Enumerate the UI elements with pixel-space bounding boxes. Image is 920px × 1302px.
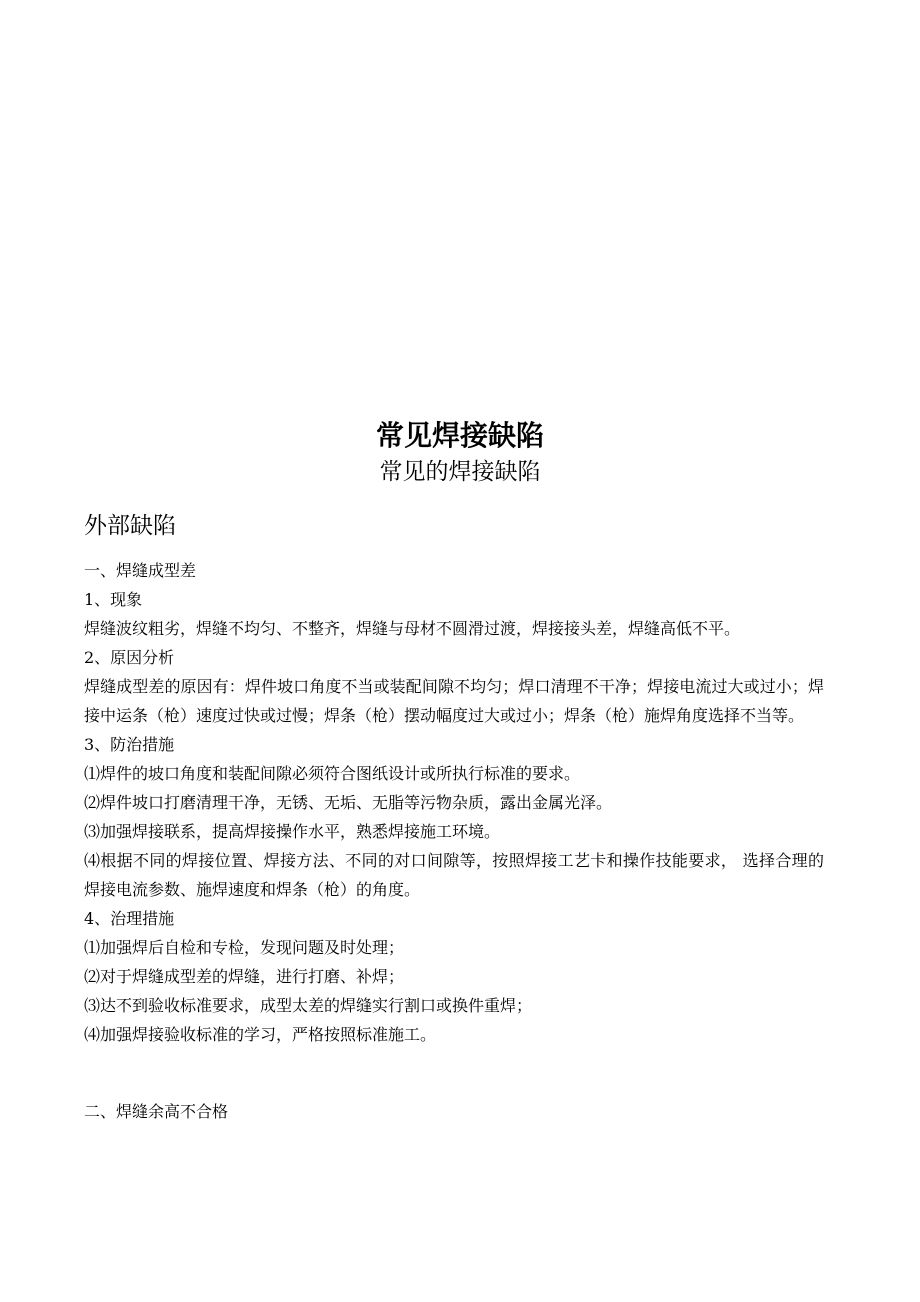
prevention-item: ⑴焊件的坡口角度和装配间隙必须符合图纸设计或所执行标准的要求。: [84, 764, 581, 783]
treatment-heading: 4、治理措施: [84, 909, 175, 928]
treatment-item: ⑵对于焊缝成型差的焊缝，进行打磨、补焊；: [84, 967, 405, 986]
section-heading: 外部缺陷: [84, 513, 176, 539]
prevention-item: ⑷根据不同的焊接位置、焊接方法、不同的对口间隙等，按照焊接工艺卡和操作技能要求， 选择合理的焊接电流参数、施焊速度和焊条（枪）的角度。: [84, 851, 824, 899]
document-subtitle: 常见的焊接缺陷: [379, 459, 541, 485]
defect-heading: 二、焊缝余高不合格: [84, 1102, 229, 1121]
cause-text: 焊缝成型差的原因有：焊件坡口角度不当或装配间隙不均匀；焊口清理不干净；焊接电流过大或过小；焊接中运条（枪）速度过快或过慢；焊条（枪）摆动幅度过大或过小；焊条（枪）施焊角度选择不当等。: [84, 677, 824, 725]
prevention-heading: 3、防治措施: [84, 735, 175, 754]
document-body: [84, 556, 824, 1126]
phenomenon-heading: 1、现象: [84, 590, 143, 609]
phenomenon-text: 焊缝波纹粗劣，焊缝不均匀、不整齐，焊缝与母材不圆滑过渡，焊接接头差，焊缝高低不平。: [84, 619, 741, 638]
treatment-item: ⑴加强焊后自检和专检，发现问题及时处理；: [84, 938, 405, 957]
treatment-item: ⑶达不到验收标准要求，成型太差的焊缝实行割口或换件重焊；: [84, 996, 533, 1015]
prevention-item: ⑶加强焊接联系，提高焊接操作水平，熟悉焊接施工环境。: [84, 822, 501, 841]
defect-heading: 一、焊缝成型差: [84, 561, 197, 580]
blank-space: [84, 1049, 824, 1097]
prevention-item: ⑵焊件坡口打磨清理干净，无锈、无垢、无脂等污物杂质，露出金属光泽。: [84, 793, 613, 812]
document-title: 常见焊接缺陷: [375, 419, 544, 452]
cause-heading: 2、原因分析: [84, 648, 175, 667]
treatment-item: ⑷加强焊接验收标准的学习，严格按照标准施工。: [84, 1025, 437, 1044]
